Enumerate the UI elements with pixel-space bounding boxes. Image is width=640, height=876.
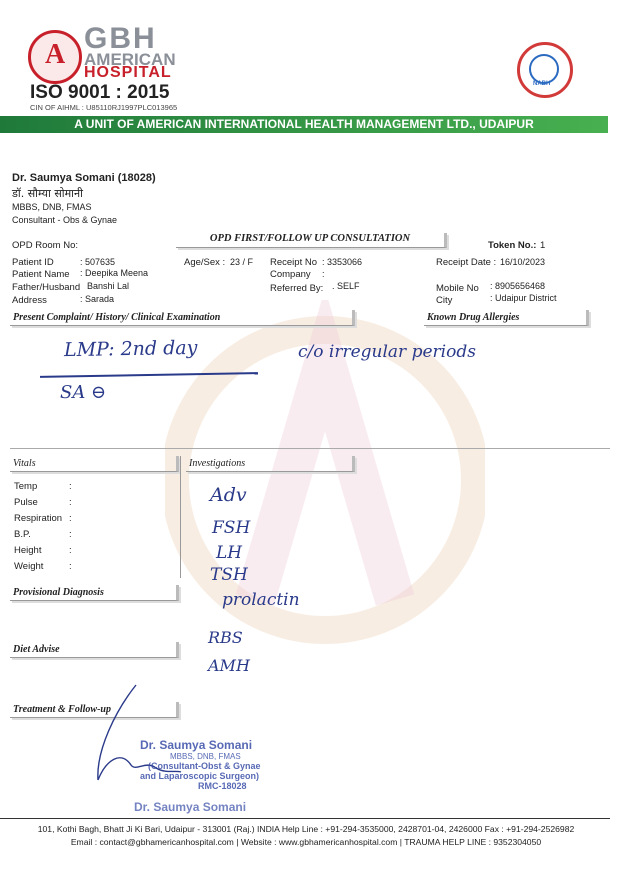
handwritten-investigation-rbs: RBS — [208, 628, 243, 647]
consult-title: OPD FIRST/FOLLOW UP CONSULTATION — [176, 233, 447, 248]
receipt-date-value: 16/10/2023 — [500, 257, 546, 267]
stamp-specialty: and Laparoscopic Surgeon) — [140, 771, 260, 781]
patient-id-value: : 507635 — [80, 257, 116, 267]
doctor-degrees: MBBS, DNB, FMAS — [12, 202, 92, 212]
stamp-name: Dr. Saumya Somani — [140, 738, 253, 752]
doctor-name: Dr. Saumya Somani (18028) — [12, 172, 156, 184]
nabh-label: NABH — [533, 81, 551, 87]
vital-pulse: Pulse : — [14, 497, 72, 508]
diet-section-title: Diet Advise — [10, 642, 179, 658]
provisional-section-title: Provisional Diagnosis — [10, 585, 179, 601]
handwritten-investigation-amh: AMH — [208, 656, 250, 675]
handwritten-investigation-tsh: TSH — [210, 565, 248, 585]
vital-temp: Temp : — [14, 481, 72, 492]
doctor-name-hindi: डॉ. सौम्या सोमानी — [12, 187, 83, 200]
handwritten-investigation-fsh: FSH — [212, 518, 251, 538]
investigations-section-title: Investigations — [186, 456, 355, 472]
stamp-degrees: MBBS, DNB, FMAS — [170, 752, 241, 761]
patient-name-value: : Deepika Meena — [80, 268, 149, 278]
receipt-no-label: Receipt No — [270, 257, 317, 268]
opd-room-label: OPD Room No: — [12, 240, 78, 251]
logo-text-american: AMERICAN — [84, 50, 176, 69]
token-label: Token No.: — [488, 240, 537, 251]
doctor-stamp — [140, 738, 310, 791]
receipt-no-value: : 3353066 — [322, 257, 363, 267]
patient-id-label: Patient ID — [12, 257, 54, 268]
iso-label: ISO 9001 : 2015 — [30, 82, 170, 103]
vitals-section-title: Vitals — [10, 456, 179, 472]
mobile-value: : 8905656468 — [490, 281, 546, 291]
token-value: 1 — [540, 240, 546, 251]
referred-label: Referred By: — [270, 283, 324, 294]
stamp-designation: (Consultant-Obst & Gynae — [148, 761, 261, 771]
handwritten-investigation-prolactin: prolactin — [222, 590, 300, 610]
company-label: Company — [270, 269, 311, 280]
doctor-stamp-repeat — [134, 800, 304, 814]
vitals-list — [14, 481, 134, 577]
footer-address: 101, Kothi Bagh, Bhatt Ji Ki Bari, Udaipur - 313001 (Raj.) INDIA Help Line : +91-294-3535000, 2428701-04, 2426000 Fax : +91-294-2526982 — [37, 824, 575, 834]
company-value: : — [322, 269, 325, 279]
logo-text-gbh: GBH — [84, 22, 157, 55]
address-label: Address — [12, 295, 47, 306]
hospital-logo: A — [28, 30, 82, 84]
father-label: Father/Husband — [12, 282, 81, 293]
footer-contact: Email : contact@gbhamericanhospital.com | Website : www.gbhamericanhospital.com | TRAUMA HELP LINE : 9352304050 — [70, 837, 542, 847]
vital-weight: Weight : — [14, 561, 72, 572]
patient-name-label: Patient Name — [12, 269, 70, 280]
mobile-label: Mobile No — [436, 283, 479, 294]
handwritten-complaint: c/o irregular periods — [298, 342, 476, 362]
investigations-divider — [180, 456, 181, 578]
city-label: City — [436, 295, 453, 306]
treatment-section-title: Treatment & Follow-up — [10, 702, 179, 718]
header-banner: A UNIT OF AMERICAN INTERNATIONAL HEALTH MANAGEMENT LTD., UDAIPUR — [0, 116, 608, 133]
complaint-section-title: Present Complaint/ History/ Clinical Examination — [10, 310, 355, 326]
address-value: : Sarada — [80, 294, 115, 304]
footer-rule — [0, 818, 610, 819]
divider-complaint — [10, 448, 610, 449]
handwritten-lmp: LMP: 2nd day — [63, 336, 198, 362]
referred-value: . SELF — [332, 281, 360, 291]
stamp-rmc: RMC-18028 — [198, 781, 247, 791]
doctor-designation: Consultant - Obs & Gynae — [12, 215, 118, 225]
stamp-repeat-name: Dr. Saumya Somani — [134, 800, 247, 814]
vital-respiration: Respiration : — [14, 513, 72, 524]
vital-bp: B.P. : — [14, 529, 72, 540]
agesex-label: Age/Sex : — [184, 257, 226, 268]
logo-text-hospital: HOSPITAL — [84, 64, 172, 81]
father-value: Banshi Lal — [87, 281, 130, 291]
handwritten-sa: SA ⊖ — [60, 382, 107, 403]
nabh-badge — [517, 42, 573, 98]
cin-text: CIN OF AIHML : U85110RJ1997PLC013965 — [30, 103, 178, 112]
city-value: : Udaipur District — [490, 293, 557, 303]
receipt-date-label: Receipt Date : — [436, 257, 497, 268]
vital-height: Height : — [14, 545, 72, 556]
handwritten-investigation-lh: LH — [216, 543, 243, 563]
handwritten-investigation-adv: Adv — [210, 484, 247, 506]
agesex-value: 23 / F — [230, 257, 254, 267]
allergies-section-title: Known Drug Allergies — [424, 310, 589, 326]
